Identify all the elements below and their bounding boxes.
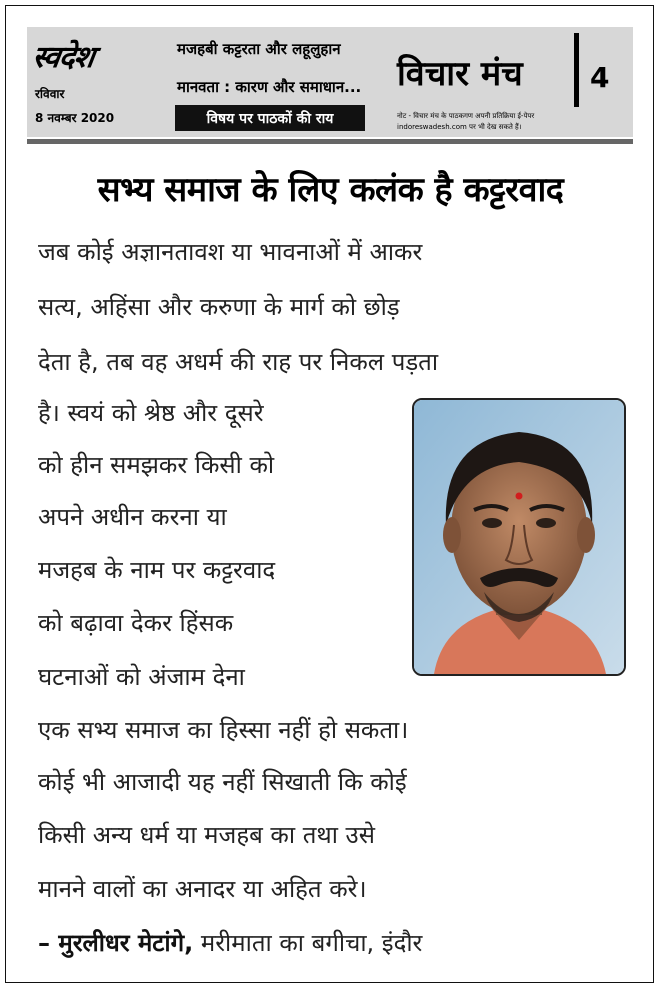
section-name: विचार मंच — [397, 54, 523, 94]
article-line: देता है, तब वह अधर्म की राह पर निकल पड़ता — [38, 348, 439, 376]
article-line: मजहब के नाम पर कट्टरवाद — [38, 556, 276, 584]
article-line: अपने अधीन करना या — [38, 503, 227, 531]
author-photo — [412, 398, 626, 676]
masthead-rule — [27, 139, 633, 144]
page-number: 4 — [590, 61, 610, 94]
note-line-2: indoreswadesh.com पर भी देख सकते हैं। — [397, 123, 522, 131]
author-portrait-image — [414, 400, 624, 674]
topic-title-line1: मजहबी कट्टरता और लहूलुहान — [177, 40, 341, 58]
issue-date: 8 नवम्बर 2020 — [35, 111, 115, 125]
article-line: है। स्वयं को श्रेष्ठ और दूसरे — [38, 399, 264, 427]
topic-title-line2: मानवता : कारण और समाधान... — [177, 78, 362, 96]
article-line: जब कोई अज्ञानतावश या भावनाओं में आकर — [38, 238, 423, 266]
newspaper-logo: स्वदेश — [30, 40, 96, 75]
article-line: कोई भी आजादी यह नहीं सिखाती कि कोई — [38, 768, 407, 796]
masthead — [27, 27, 633, 137]
author-location: मरीमाता का बगीचा, इंदौर — [200, 929, 423, 957]
article-line: सत्य, अहिंसा और करुणा के मार्ग को छोड़ — [38, 293, 400, 321]
author-signature — [38, 926, 422, 959]
section-divider — [574, 33, 579, 107]
article-line: एक सभ्य समाज का हिस्सा नहीं हो सकता। — [38, 716, 409, 744]
article-line: मानने वालों का अनादर या अहित करे। — [38, 875, 367, 903]
article-line: घटनाओं को अंजाम देना — [38, 663, 245, 691]
article-line: किसी अन्य धर्म या मजहब का तथा उसे — [38, 821, 375, 849]
issue-day: रविवार — [35, 87, 65, 101]
article-line: को हीन समझकर किसी को — [38, 451, 275, 479]
readers-opinion-label: विषय पर पाठकों की राय — [175, 105, 365, 131]
article-line: को बढ़ावा देकर हिंसक — [38, 609, 234, 637]
article-headline: सभ्य समाज के लिए कलंक है कट्टरवाद — [97, 170, 564, 210]
author-name: – मुरलीधर मेटांगे, — [38, 929, 194, 957]
epaper-note — [397, 111, 629, 133]
note-line-1: नोट - विचार मंच के पाठकगण अपनी प्रतिक्रिया ई-पेपर — [397, 112, 535, 120]
